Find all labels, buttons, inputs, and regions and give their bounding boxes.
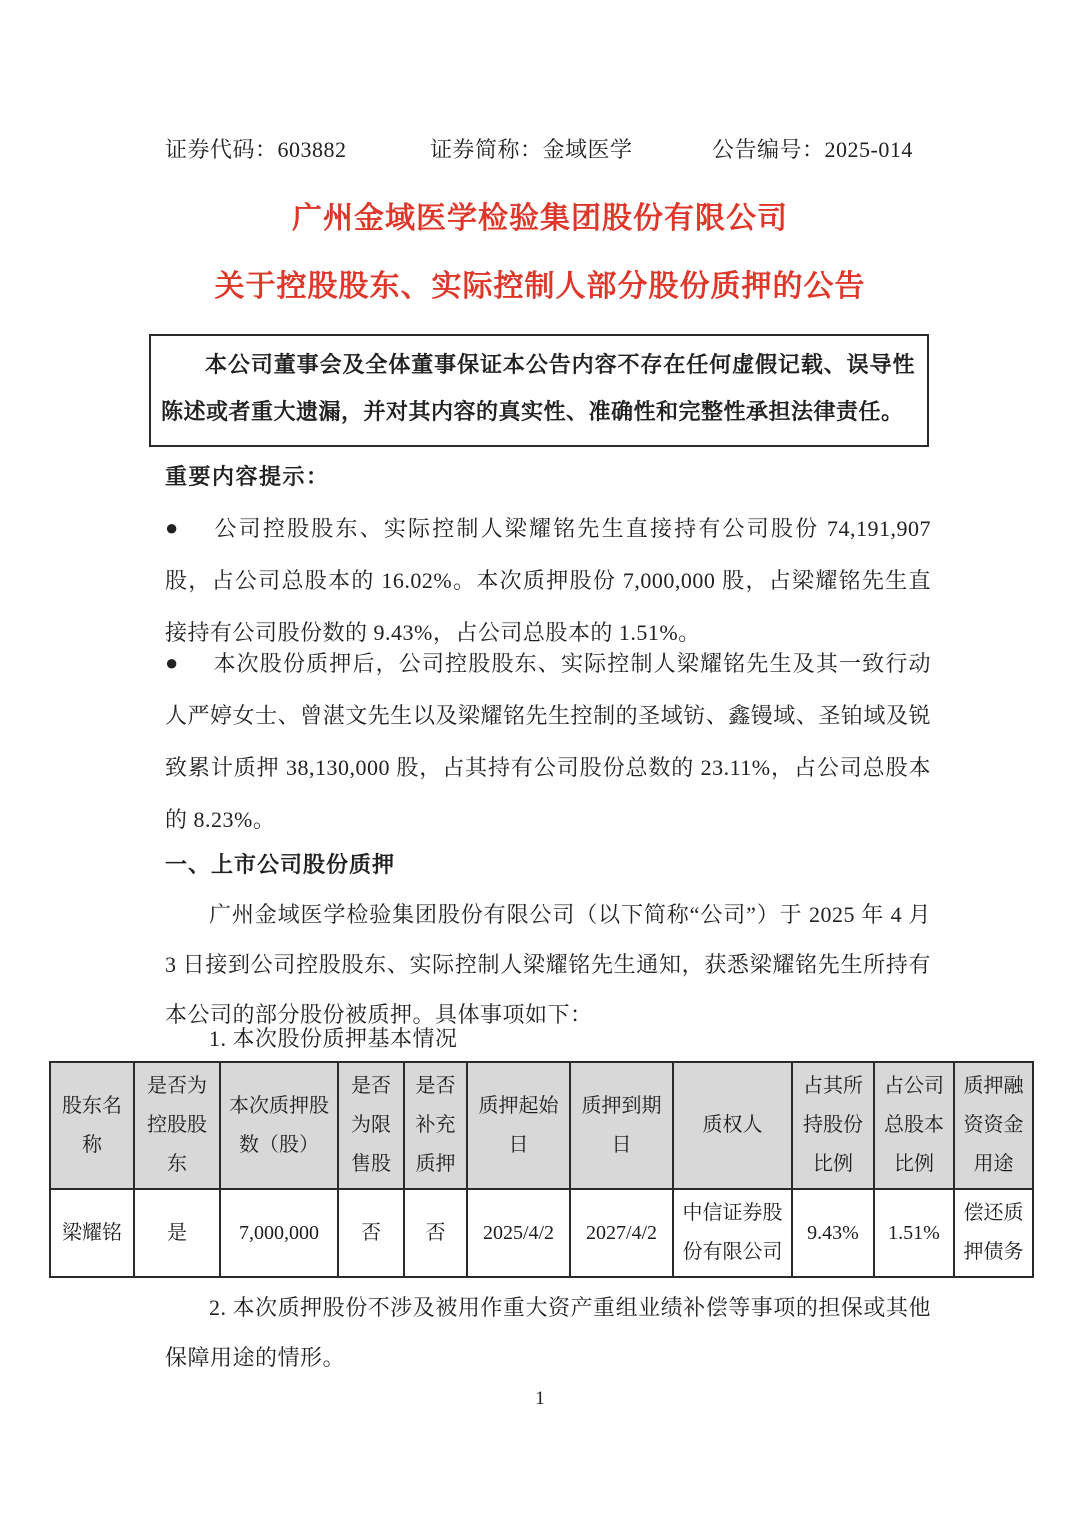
col-header-is-restricted: 是否为限售股 [338, 1062, 404, 1189]
pledge-table-caption: 1. 本次股份质押基本情况 [209, 1026, 458, 1051]
col-header-shareholder-name: 股东名称 [50, 1062, 134, 1189]
cell-shareholder-name: 梁耀铭 [50, 1189, 134, 1277]
page-number: 1 [535, 1388, 545, 1409]
stock-code: 证券代码：603882 [165, 137, 347, 162]
cell-pledge-start-date: 2025/4/2 [467, 1189, 570, 1277]
table-data-row [50, 1189, 1033, 1277]
col-header-is-supplementary: 是否补充质押 [404, 1062, 467, 1189]
pledge-detail-table [49, 1061, 1034, 1278]
cell-is-controlling-shareholder: 是 [134, 1189, 220, 1277]
cell-pledged-shares: 7,000,000 [220, 1189, 338, 1277]
section1-heading: 一、上市公司股份质押 [165, 852, 396, 877]
col-header-pledge-start-date: 质押起始日 [467, 1062, 570, 1189]
cell-pct-of-total-shares: 1.51% [874, 1189, 954, 1277]
col-header-pledged-shares: 本次质押股数（股） [220, 1062, 338, 1189]
stock-abbreviation: 证券简称：金域医学 [430, 137, 633, 162]
cell-is-restricted: 否 [338, 1189, 404, 1277]
col-header-funds-usage: 质押融资资金用途 [954, 1062, 1033, 1189]
table-header-row [50, 1062, 1033, 1189]
col-header-pct-of-holdings: 占其所持股份比例 [792, 1062, 874, 1189]
cell-is-supplementary: 否 [404, 1189, 467, 1277]
notice-bullet-1 [165, 503, 931, 659]
disclaimer-box [149, 334, 929, 447]
document-meta-row [0, 133, 1080, 163]
col-header-pct-of-total-shares: 占公司总股本比例 [874, 1062, 954, 1189]
important-notice-heading: 重要内容提示： [165, 464, 330, 489]
notice-bullet-1-text: 公司控股股东、实际控制人梁耀铭先生直接持有公司股份 74,191,907 股，占公司总股本的 16.02%。本次质押股份 7,000,000 股，占梁耀铭先生直接持有公司股份数的 9.43%，占公司总股本的 1.51%。 [165, 516, 931, 645]
bullet-icon: ● [165, 650, 179, 675]
cell-funds-usage: 偿还质押债务 [954, 1189, 1033, 1277]
announcement-number: 公告编号：2025-014 [712, 137, 913, 162]
cell-pct-of-holdings: 9.43% [792, 1189, 874, 1277]
bullet-icon: ● [165, 515, 179, 540]
col-header-pledge-end-date: 质押到期日 [570, 1062, 673, 1189]
announcement-subject-title: 关于控股股东、实际控制人部分股份质押的公告 [214, 270, 866, 303]
disclaimer-text: 本公司董事会及全体董事保证本公告内容不存在任何虚假记载、误导性陈述或者重大遗漏，并对其内容的真实性、准确性和完整性承担法律责任。 [161, 352, 915, 424]
section1-intro-paragraph: 广州金域医学检验集团股份有限公司（以下简称“公司”）于 2025 年 4 月 3 日接到公司控股股东、实际控制人梁耀铭先生通知，获悉梁耀铭先生所持有本公司的部分股份被质押。具体事项如下： [165, 902, 931, 1027]
col-header-pledgee: 质权人 [673, 1062, 792, 1189]
cell-pledgee: 中信证券股份有限公司 [673, 1189, 792, 1277]
notice-bullet-2-text: 本次股份质押后，公司控股股东、实际控制人梁耀铭先生及其一致行动人严婷女士、曾湛文先生以及梁耀铭先生控制的圣域钫、鑫镘域、圣铂域及锐致累计质押 38,130,000 股，占其持有公司股份总数的 23.11%，占公司总股本的 8.23%。 [165, 651, 931, 832]
section1-item2-paragraph: 2. 本次质押股份不涉及被用作重大资产重组业绩补偿等事项的担保或其他保障用途的情形。 [165, 1295, 931, 1370]
company-name-title: 广州金域医学检验集团股份有限公司 [292, 202, 788, 235]
cell-pledge-end-date: 2027/4/2 [570, 1189, 673, 1277]
col-header-is-controlling-shareholder: 是否为控股股东 [134, 1062, 220, 1189]
notice-bullet-2 [165, 638, 931, 846]
